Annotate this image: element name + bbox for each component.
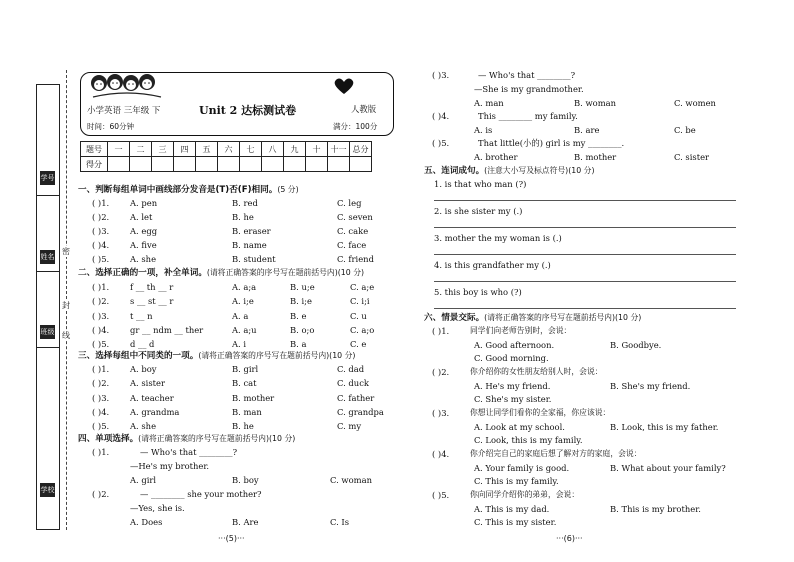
section-1-title: 一、判断每组单词中画线部分发音是(T)否(F)相同。	[78, 185, 278, 195]
section-4-note: (请将正确答案的序号写在题前括号内)(10 分)	[138, 434, 296, 443]
s4-cont-option-c: C. sister	[674, 152, 710, 162]
s5-item: 5. this boy is who (?)	[434, 287, 522, 297]
s2-item-bracket: ( )3.	[92, 310, 110, 321]
s1-item-option-a: A. let	[130, 212, 153, 222]
score-blank-cell	[306, 157, 328, 172]
s6-item-bracket: ( )2.	[432, 367, 450, 377]
s1-item-option-b: B. he	[232, 212, 254, 222]
score-table	[80, 141, 372, 172]
s4-cont-line2: —She is my grandmother.	[474, 84, 584, 94]
s6-item-option-b: B. Look, this is my father.	[610, 422, 719, 432]
time-label: 时间：60分钟	[87, 122, 135, 131]
s5-answer-line	[434, 227, 736, 228]
s3-item-option-c: C. grandpa	[337, 406, 384, 417]
s2-item-word: t __ n	[130, 310, 153, 321]
section-6-title: 六、情景交际。	[424, 313, 485, 323]
s1-item-bracket: ( )4.	[92, 240, 110, 250]
s3-item-bracket: ( )5.	[92, 421, 110, 432]
s4-cont-bracket: ( )5.	[432, 138, 450, 148]
s4-q1-option-b: B. boy	[232, 475, 259, 485]
s6-item-option-c: C. Good morning.	[474, 353, 549, 363]
s2-item-bracket: ( )2.	[92, 296, 110, 307]
binding-field-class: 班级	[40, 325, 55, 339]
seal-char-3: 线	[62, 331, 70, 340]
s1-item-option-c: C. leg	[337, 198, 362, 208]
s2-item-option-a: A. i	[232, 339, 247, 350]
s6-item-option-a: A. Look at my school.	[474, 422, 565, 432]
s4-cont-option-a: A. brother	[474, 152, 518, 162]
score-blank-cell	[152, 157, 174, 172]
s2-item-option-a: A. a	[232, 310, 249, 321]
s5-answer-line	[434, 200, 736, 201]
section-5-note: (注意大小写及标点符号)(10 分)	[484, 166, 595, 175]
score-blank-cell	[130, 157, 152, 172]
score-blank-cell	[350, 157, 372, 172]
section-1-note: (5 分)	[277, 185, 299, 194]
heart-icon	[333, 77, 355, 95]
section-2	[78, 267, 364, 279]
s6-item-bracket: ( )4.	[432, 449, 450, 459]
score-blank-cell	[174, 157, 196, 172]
s3-item-option-b: B. man	[232, 406, 262, 417]
seal-char-1: 密	[62, 247, 70, 256]
s4-q1-line2: —He's my brother.	[130, 461, 210, 471]
s2-item-word: s __ st __ r	[130, 296, 174, 307]
score-header-cell: 七	[240, 142, 262, 157]
s5-item: 4. is this grandfather my (.)	[434, 260, 551, 270]
s2-item-option-b: B. o;o	[290, 324, 315, 335]
exam-title: Unit 2 达标测试卷	[199, 104, 297, 117]
s4-cont-option-b: B. woman	[574, 98, 617, 108]
s2-item-word: gr __ ndm __ ther	[130, 324, 204, 335]
score-header-cell: 十	[306, 142, 328, 157]
score-blank-cell	[196, 157, 218, 172]
s1-item-option-b: B. eraser	[232, 226, 271, 236]
s2-item-option-c: C. u	[350, 310, 367, 321]
s1-item-option-c: C. cake	[337, 226, 369, 236]
s3-item-option-c: C. duck	[337, 378, 369, 389]
s3-item-bracket: ( )1.	[92, 364, 110, 374]
s2-item-option-b: B. a	[290, 339, 307, 350]
s6-item-option-c: C. This is my sister.	[474, 517, 557, 527]
section-6	[424, 312, 641, 324]
score-header-cell: 六	[218, 142, 240, 157]
s2-item-option-a: A. a;a	[232, 282, 257, 292]
s6-item-option-a: A. This is my dad.	[474, 504, 550, 514]
s1-item-option-c: C. seven	[337, 212, 373, 222]
s6-item-option-a: A. He's my friend.	[474, 381, 551, 391]
score-blank-cell	[262, 157, 284, 172]
s1-item-option-a: A. pen	[130, 198, 158, 208]
section-4	[78, 433, 295, 445]
s5-answer-line	[434, 254, 736, 255]
s6-item-bracket: ( )5.	[432, 490, 450, 500]
binding-field-student-id: 学号	[40, 171, 55, 185]
score-header-row	[81, 142, 372, 157]
s4-cont-bracket: ( )4.	[432, 111, 450, 121]
s6-item-question: 你向同学介绍你的弟弟，会说：	[470, 490, 580, 499]
s4-q2-line2: —Yes, she is.	[130, 503, 185, 513]
score-header-cell: 二	[130, 142, 152, 157]
s1-item-bracket: ( )1.	[92, 198, 110, 208]
section-5-title: 五、连词成句。	[424, 166, 485, 176]
exam-header	[80, 72, 394, 136]
section-4-title: 四、单项选择。	[78, 434, 139, 444]
score-header-cell: 十一	[328, 142, 350, 157]
s6-item-option-c: C. Look, this is my family.	[474, 435, 583, 445]
s5-answer-line	[434, 281, 736, 282]
score-blank-cell	[284, 157, 306, 172]
score-header-cell: 一	[108, 142, 130, 157]
score-blank-cell	[108, 157, 130, 172]
s3-item-option-c: C. my	[337, 421, 362, 432]
s6-item-question: 你介绍你的女性朋友给别人时，会说：	[470, 367, 603, 376]
s6-item-question: 你介绍完自己的家庭后想了解对方的家庭，会说：	[470, 449, 642, 458]
s3-item-option-b: B. girl	[232, 364, 259, 374]
s2-item-option-c: C. e	[350, 339, 367, 350]
s1-item-option-c: C. face	[337, 240, 367, 250]
s4-q2-option-b: B. Are	[232, 517, 259, 527]
s6-item-option-a: A. Your family is good.	[474, 463, 570, 473]
s6-item-option-b: B. She's my friend.	[610, 381, 691, 391]
score-blank-cell	[240, 157, 262, 172]
kids-illustration-icon	[89, 71, 165, 99]
s1-item-bracket: ( )3.	[92, 226, 110, 236]
s6-item-option-b: B. This is my brother.	[610, 504, 701, 514]
s1-item-bracket: ( )2.	[92, 212, 110, 222]
s4-cont-option-a: A. is	[474, 125, 493, 135]
s2-item-option-a: A. i;e	[232, 296, 254, 307]
s1-item-option-b: B. student	[232, 254, 276, 264]
s3-item-option-b: B. he	[232, 421, 254, 432]
s1-item-option-a: A. egg	[130, 226, 158, 236]
s6-item-option-b: B. What about your family?	[610, 463, 726, 473]
full-score-label: 满分：100分	[333, 122, 378, 131]
s5-item: 1. is that who man (?)	[434, 179, 527, 189]
s4-cont-option-c: C. women	[674, 98, 716, 108]
s3-item-option-a: A. grandma	[130, 406, 180, 417]
s2-item-bracket: ( )5.	[92, 339, 110, 350]
section-2-note: (请将正确答案的序号写在题前括号内)(10 分)	[206, 268, 365, 277]
s3-item-option-b: B. mother	[232, 392, 275, 403]
binding-strip	[36, 84, 60, 530]
score-header-cell: 三	[152, 142, 174, 157]
section-3-note: (请将正确答案的序号写在题前括号内)(10 分)	[198, 351, 356, 360]
score-header-cell: 题号	[81, 142, 108, 157]
section-2-title: 二、选择正确的一项，补全单词。	[78, 268, 207, 278]
score-header-cell: 九	[284, 142, 306, 157]
s2-item-option-c: C. a;o	[350, 324, 375, 335]
s4-q1-line1: — Who's that ________?	[140, 447, 238, 457]
s2-item-bracket: ( )1.	[92, 282, 110, 292]
s4-cont-option-a: A. man	[474, 98, 504, 108]
s2-item-word: f __ th __ r	[130, 282, 174, 292]
s4-cont-option-b: B. are	[574, 125, 600, 135]
score-header-cell: 四	[174, 142, 196, 157]
s3-item-option-c: C. dad	[337, 364, 365, 374]
section-3	[78, 350, 355, 362]
binding-field-name: 姓名	[40, 250, 55, 264]
seal-char-2: 封	[62, 301, 70, 310]
s4-cont-line1: — Who's that ________?	[478, 70, 576, 80]
s6-item-option-b: B. Goodbye.	[610, 340, 662, 350]
s2-item-option-b: B. i;e	[290, 296, 312, 307]
subject-label: 小学英语 三年级 下	[87, 106, 161, 116]
s4-q2-bracket: ( )2.	[92, 489, 110, 499]
s1-item-option-a: A. five	[130, 240, 157, 250]
s1-item-bracket: ( )5.	[92, 254, 110, 264]
s5-item: 2. is she sister my (.)	[434, 206, 523, 216]
s2-item-option-a: A. a;u	[232, 324, 257, 335]
s1-item-option-b: B. name	[232, 240, 267, 250]
s4-q1-option-c: C. woman	[330, 475, 372, 485]
s6-item-option-c: C. She's my sister.	[474, 394, 552, 404]
binding-field-school: 学校	[40, 483, 55, 497]
s2-item-bracket: ( )4.	[92, 324, 110, 335]
s4-q1-bracket: ( )1.	[92, 447, 110, 457]
s3-item-option-c: C. father	[337, 392, 375, 403]
s3-item-bracket: ( )4.	[92, 406, 110, 417]
page-number-right: ···(6)···	[556, 534, 583, 543]
score-header-cell: 八	[262, 142, 284, 157]
s2-item-option-c: C. i;i	[350, 296, 370, 307]
s3-item-bracket: ( )2.	[92, 378, 110, 389]
s2-item-option-b: B. u;e	[290, 282, 315, 292]
s4-cont-option-b: B. mother	[574, 152, 617, 162]
s4-cont-bracket: ( )3.	[432, 70, 450, 80]
s4-cont-line1: This ________ my family.	[478, 111, 578, 121]
s6-item-bracket: ( )3.	[432, 408, 450, 418]
s6-item-bracket: ( )1.	[432, 326, 450, 336]
s4-cont-line1: That little(小的) girl is my ________.	[478, 138, 625, 148]
s3-item-bracket: ( )3.	[92, 392, 110, 403]
s5-item: 3. mother the my woman is (.)	[434, 233, 562, 243]
score-header-cell: 五	[196, 142, 218, 157]
s6-item-option-c: C. This is my family.	[474, 476, 559, 486]
s6-item-question: 同学们向老师告别时，会说：	[470, 326, 572, 335]
s6-item-option-a: A. Good afternoon.	[474, 340, 555, 350]
s5-answer-line	[434, 308, 736, 309]
s1-item-option-a: A. she	[130, 254, 157, 264]
score-header-cell: 总分	[350, 142, 372, 157]
s1-item-option-c: C. friend	[337, 254, 374, 264]
section-1	[78, 184, 299, 196]
s2-item-option-c: C. a;e	[350, 282, 375, 292]
s4-q2-line1: — ________ she your mother?	[140, 489, 262, 499]
section-3-title: 三、选择每组中不同类的一项。	[78, 351, 199, 361]
s4-cont-option-c: C. be	[674, 125, 696, 135]
s3-item-option-a: A. teacher	[130, 392, 174, 403]
s3-item-option-a: A. sister	[130, 378, 165, 389]
s3-item-option-a: A. she	[130, 421, 157, 432]
section-5	[424, 165, 595, 177]
s4-q2-option-c: C. Is	[330, 517, 350, 527]
page-number-left: ···(5)···	[218, 534, 245, 543]
s1-item-option-b: B. red	[232, 198, 258, 208]
s3-item-option-b: B. cat	[232, 378, 257, 389]
section-6-note: (请将正确答案的序号写在题前括号内)(10 分)	[484, 313, 642, 322]
s6-item-question: 你想让同学们看你的全家福，你应该说：	[470, 408, 611, 417]
s4-q2-option-a: A. Does	[130, 517, 163, 527]
score-label-cell: 得分	[81, 157, 108, 172]
score-blank-cell	[328, 157, 350, 172]
score-blank-cell	[218, 157, 240, 172]
s4-q1-option-a: A. girl	[130, 475, 157, 485]
edition-label: 人教版	[351, 104, 377, 114]
s2-item-option-b: B. e	[290, 310, 307, 321]
s2-item-word: d __ d	[130, 339, 155, 350]
s3-item-option-a: A. boy	[130, 364, 157, 374]
score-value-row	[81, 157, 372, 172]
